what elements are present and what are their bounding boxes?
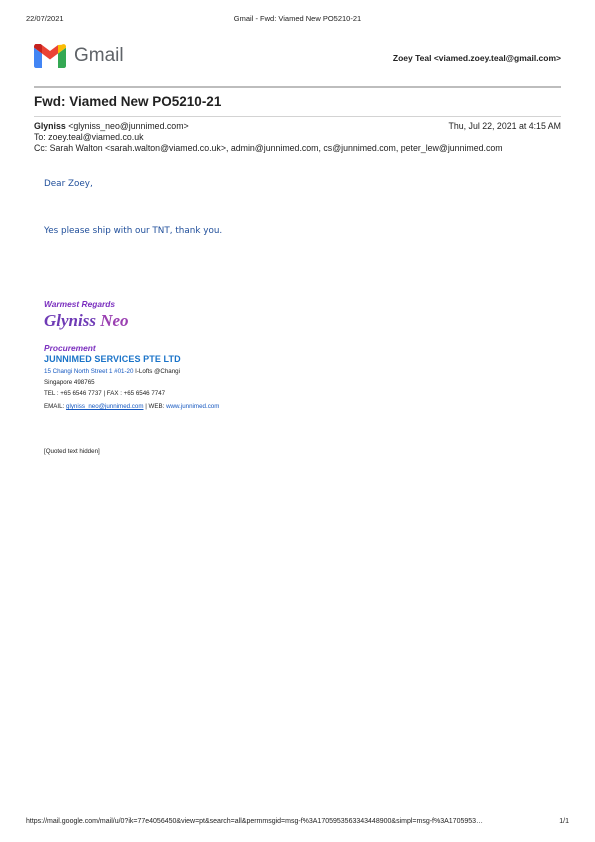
account-label: Zoey Teal <viamed.zoey.teal@gmail.com> (392, 53, 561, 63)
signature-company: JUNNIMED SERVICES PTE LTD (44, 354, 181, 364)
web-label: | WEB: (143, 403, 167, 410)
email-body-text: Yes please ship with our TNT, thank you. (44, 226, 223, 236)
email-label: EMAIL: (44, 403, 67, 410)
email-from (34, 121, 189, 131)
signature-contact (44, 403, 219, 410)
print-date: 22/07/2021 (26, 14, 64, 23)
signature-regards: Warmest Regards (44, 299, 116, 309)
signature-department: Procurement (44, 343, 96, 353)
email-greeting: Dear Zoey, (44, 179, 93, 189)
quoted-text-hidden[interactable]: [Quoted text hidden] (44, 448, 100, 455)
email-subject: Fwd: Viamed New PO5210-21 (34, 94, 222, 109)
gmail-wordmark: Gmail (74, 45, 124, 66)
address-link[interactable]: 15 Changi North Street 1 #01-20 (44, 368, 134, 375)
signature-last-name: Neo (100, 311, 129, 330)
signature-web-link[interactable]: www.junnimed.com (166, 403, 220, 410)
gmail-m-icon (34, 44, 66, 68)
subject-divider (34, 116, 561, 117)
page-number: 1/1 (559, 818, 569, 825)
signature-address (44, 368, 180, 375)
print-title: Gmail - Fwd: Viamed New PO5210-21 (233, 14, 362, 23)
email-cc: Cc: Sarah Walton <sarah.walton@viamed.co.uk>, admin@junnimed.com, cs@junnimed.com, peter_lew@junnimed.com (34, 143, 503, 153)
signature-first-name: Glyniss (44, 311, 101, 330)
header-divider (34, 86, 561, 88)
email-date: Thu, Jul 22, 2021 at 4:15 AM (448, 121, 561, 131)
signature-email-link[interactable]: glyniss_neo@junnimed.com (66, 403, 144, 410)
sender-address: <glyniss_neo@junnimed.com> (65, 121, 189, 131)
signature-phone: TEL : +65 6546 7737 | FAX : +65 6546 7747 (44, 390, 166, 397)
signature-name (44, 311, 129, 331)
email-to: To: zoey.teal@viamed.co.uk (34, 132, 144, 142)
footer-url: https://mail.google.com/mail/u/0?ik=77e4056450&view=pt&search=all&permmsgid=msg-f%3A1705953563343448900&simpl=msg-f%3A1705953… (26, 818, 484, 825)
sender-name: Glyniss (34, 121, 66, 131)
address-rest: I-Lofts @Changi (133, 368, 180, 375)
signature-city: Singapore 498765 (44, 379, 95, 386)
